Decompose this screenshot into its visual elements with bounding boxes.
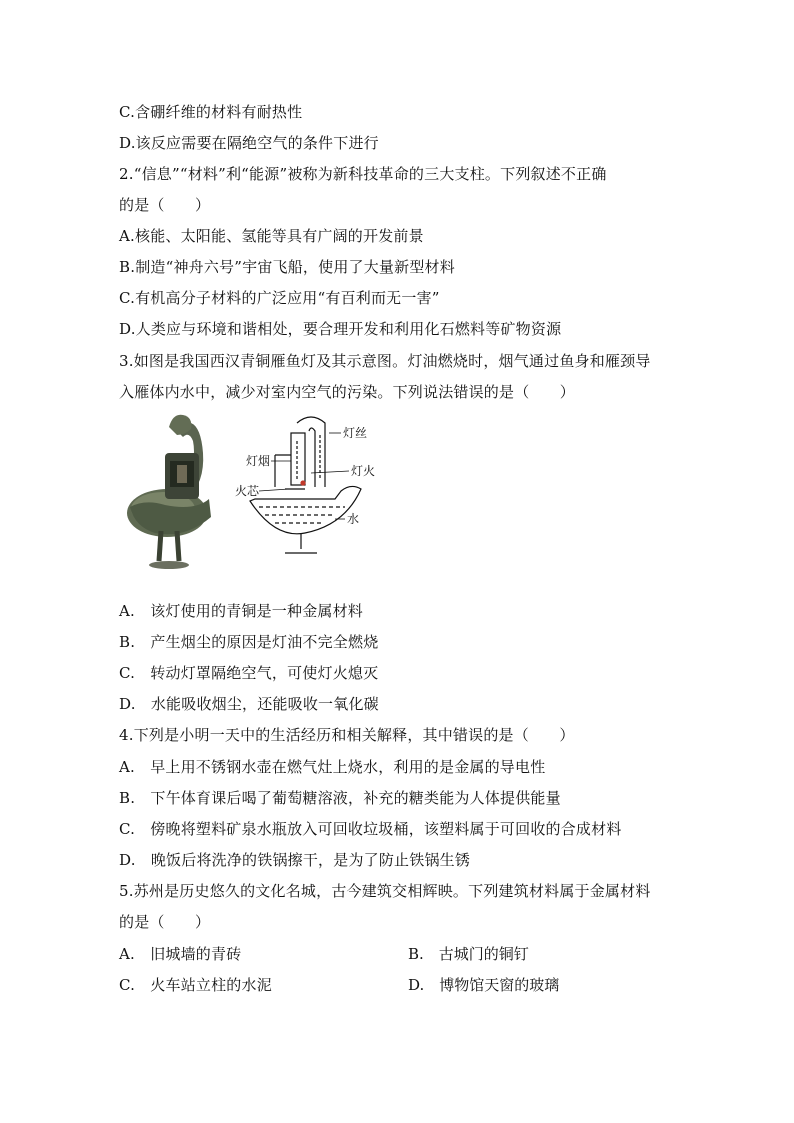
q4-option-d: D. 晚饭后将洗净的铁锅擦干，是为了防止铁锅生锈 bbox=[119, 851, 471, 869]
label-flame: 灯火 bbox=[351, 464, 376, 478]
label-water: 水 bbox=[347, 512, 360, 526]
q2-option-c: C.有机高分子材料的广泛应用“有百利而无一害” bbox=[119, 289, 440, 307]
q1-option-c: C.含硼纤维的材料有耐热性 bbox=[119, 103, 303, 121]
q2-option-b: B.制造“神舟六号”宇宙飞船，使用了大量新型材料 bbox=[119, 258, 455, 276]
q4-option-c: C. 傍晚将塑料矿泉水瓶放入可回收垃圾桶，该塑料属于可回收的合成材料 bbox=[119, 820, 622, 838]
q3-stem-line1: 3.如图是我国西汉青铜雁鱼灯及其示意图。灯油燃烧时，烟气通过鱼身和雁颈导 bbox=[119, 352, 651, 370]
goose-fish-lamp-figure bbox=[125, 413, 385, 573]
q5-option-c: C. 火车站立柱的水泥 bbox=[119, 976, 272, 994]
bronze-lamp-photo bbox=[127, 415, 211, 569]
q5-option-a: A. 旧城墙的青砖 bbox=[119, 945, 242, 963]
q2-stem-line2: 的是（ ） bbox=[119, 196, 211, 214]
q3-option-a: A. 该灯使用的青铜是一种金属材料 bbox=[119, 602, 364, 620]
q5-option-d: D. 博物馆天窗的玻璃 bbox=[408, 976, 560, 994]
q5-stem-line2: 的是（ ） bbox=[119, 913, 211, 931]
q3-stem-line2: 入雁体内水中，减少对室内空气的污染。下列说法错误的是（ ） bbox=[119, 383, 576, 401]
label-smoke: 灯烟 bbox=[246, 454, 271, 468]
lamp-illustration bbox=[125, 413, 385, 573]
label-core: 火芯 bbox=[235, 484, 260, 498]
label-wick-cover: 灯丝 bbox=[343, 426, 368, 440]
q4-stem: 4.下列是小明一天中的生活经历和相关解释，其中错误的是（ ） bbox=[119, 726, 575, 744]
q3-option-b: B. 产生烟尘的原因是灯油不完全燃烧 bbox=[119, 633, 379, 651]
q2-option-d: D.人类应与环境和谐相处，要合理开发和利用化石燃料等矿物资源 bbox=[119, 320, 562, 338]
q2-option-a: A.核能、太阳能、氢能等具有广阔的开发前景 bbox=[119, 227, 424, 245]
q4-option-a: A. 早上用不锈钢水壶在燃气灶上烧水，利用的是金属的导电性 bbox=[119, 758, 546, 776]
q3-option-d: D. 水能吸收烟尘，还能吸收一氧化碳 bbox=[119, 695, 379, 713]
q4-option-b: B. 下午体育课后喝了葡萄糖溶液，补充的糖类能为人体提供能量 bbox=[119, 789, 561, 807]
q3-option-c: C. 转动灯罩隔绝空气，可使灯火熄灭 bbox=[119, 664, 379, 682]
q1-option-d: D.该反应需要在隔绝空气的条件下进行 bbox=[119, 134, 379, 152]
q5-stem-line1: 5.苏州是历史悠久的文化名城，古今建筑交相辉映。下列建筑材料属于金属材料 bbox=[119, 882, 651, 900]
q2-stem-line1: 2.“信息”“材料”利“能源”被称为新科技革命的三大支柱。下列叙述不正确 bbox=[119, 165, 607, 183]
q5-option-b: B. 古城门的铜钉 bbox=[408, 945, 529, 963]
